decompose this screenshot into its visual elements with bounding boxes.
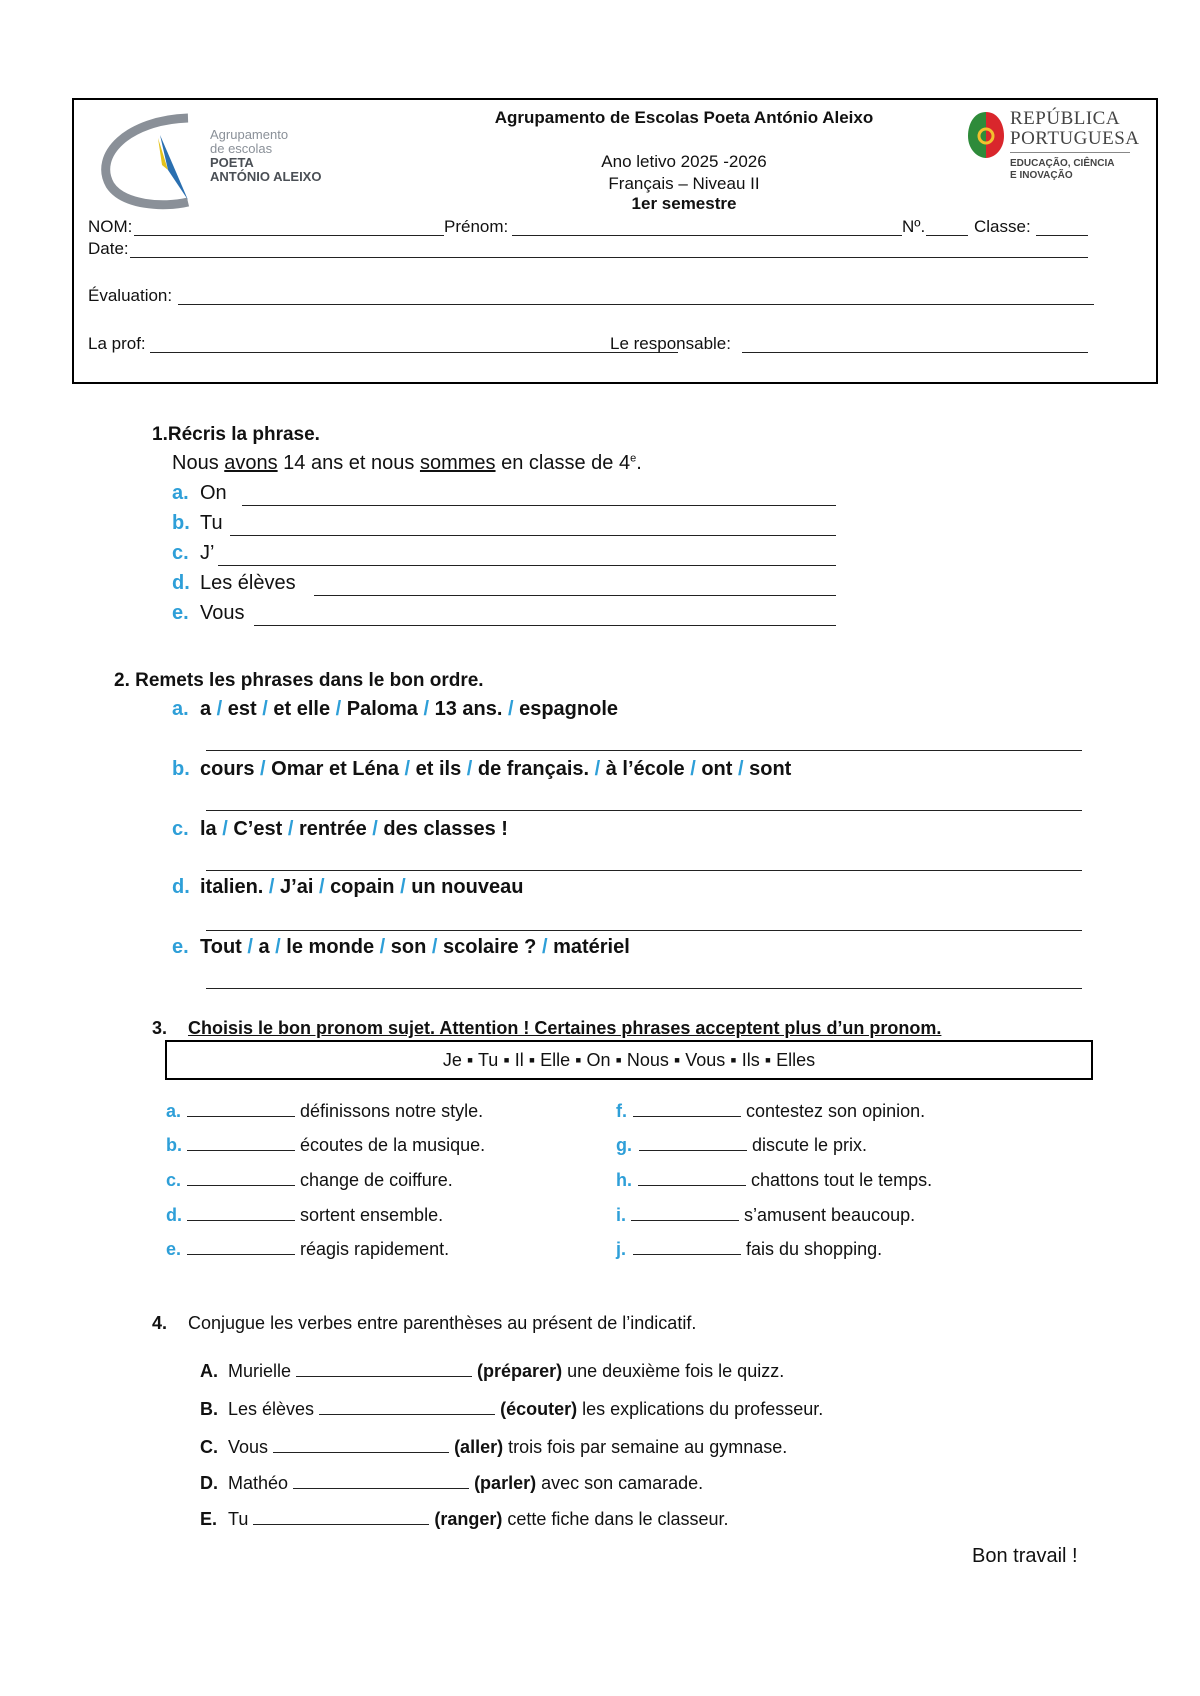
q3-item-text: écoutes de la musique.: [295, 1135, 486, 1155]
school-logo-swoosh-icon: [88, 110, 208, 210]
q2-word: cours: [200, 758, 255, 780]
q1-sentence-verb-sommes: sommes: [419, 452, 496, 474]
q2-word: est: [227, 698, 257, 720]
school-logo-line-2: de escolas: [210, 141, 273, 156]
q4-answer-blank[interactable]: [293, 1472, 469, 1489]
q2-item-letter: a.: [172, 698, 189, 720]
q4-subject: Murielle: [228, 1361, 297, 1381]
q3-item: [166, 1169, 453, 1191]
q1-item-letter: b.: [172, 512, 190, 534]
q3-item-letter: a.: [166, 1101, 182, 1121]
q2-word: rentrée: [298, 818, 367, 840]
q4-verb: (écouter): [500, 1399, 578, 1419]
q1-answer-line-e[interactable]: [254, 625, 836, 626]
q4-item-letter: A.: [200, 1361, 218, 1381]
header-box: [72, 98, 1158, 384]
q3-item-text: contestez son opinion.: [741, 1101, 926, 1121]
q2-separator: /: [417, 698, 435, 720]
q3-item-letter: b.: [166, 1135, 182, 1155]
q4-subject: Les élèves: [228, 1399, 320, 1419]
q1-item-e: [172, 602, 244, 625]
q2-title: 2. Remets les phrases dans le bon ordre.: [114, 670, 484, 691]
q2-word: J’ai: [280, 876, 314, 898]
q1-number: 1.: [152, 424, 168, 445]
q3-answer-blank[interactable]: [633, 1238, 741, 1255]
pronoun-box: Je ▪ Tu ▪ Il ▪ Elle ▪ On ▪ Nous ▪ Vous ▪ Ils ▪ Elles: [165, 1040, 1093, 1080]
q3-item-letter: j.: [616, 1239, 627, 1259]
q3-item-letter: e.: [166, 1239, 182, 1259]
q2-item-letter: d.: [172, 876, 190, 898]
q4-title: [152, 1313, 696, 1334]
prenom-field[interactable]: [512, 235, 902, 236]
q3-number: 3.: [152, 1018, 168, 1038]
q1-sentence-part: en classe de 4: [495, 452, 631, 474]
q1-item-d: [172, 572, 296, 595]
evaluation-field[interactable]: [178, 304, 1094, 305]
q4-subject: Vous: [228, 1437, 274, 1457]
q2-separator: /: [589, 758, 606, 780]
q1-sentence-superscript: e: [630, 452, 637, 465]
numero-label: Nº.: [902, 217, 926, 236]
q2-separator: /: [366, 818, 384, 840]
q3-item-letter: c.: [166, 1170, 182, 1190]
school-logo: [88, 110, 328, 210]
q3-item-text: définissons notre style.: [295, 1101, 484, 1121]
q4-verb: (aller): [454, 1437, 504, 1457]
q2-word: a: [200, 698, 212, 720]
q1-item-letter: c.: [172, 542, 189, 564]
q3-answer-blank[interactable]: [639, 1134, 747, 1151]
q3-item-letter: h.: [616, 1170, 632, 1190]
q2-separator: /: [502, 698, 520, 720]
q4-verb: (parler): [474, 1473, 537, 1493]
q2-separator: /: [398, 758, 416, 780]
q4-verb: (ranger): [434, 1509, 503, 1529]
q2-word: la: [200, 818, 217, 840]
q3-item: [616, 1134, 867, 1156]
gov-logo-line-1: REPÚBLICA: [1010, 108, 1121, 129]
q2-word: scolaire ?: [443, 936, 537, 958]
q3-title: [152, 1018, 941, 1039]
q2-answer-line-e[interactable]: [206, 988, 1082, 989]
q3-item-letter: d.: [166, 1205, 182, 1225]
q4-subject: Tu: [228, 1509, 254, 1529]
prof-signature-field[interactable]: [150, 352, 678, 353]
q3-answer-blank[interactable]: [187, 1204, 295, 1221]
q4-item-letter: B.: [200, 1399, 218, 1419]
q1-item-a: [172, 482, 227, 505]
q3-item-text: change de coiffure.: [295, 1170, 453, 1190]
q1-title-text: Récris la phrase.: [167, 424, 320, 445]
q2-separator: /: [254, 758, 272, 780]
q2-word: le monde: [286, 936, 375, 958]
prof-label: La prof:: [88, 334, 146, 353]
q3-answer-blank[interactable]: [187, 1100, 295, 1117]
q1-item-b: [172, 512, 223, 535]
q4-verb: (préparer): [477, 1361, 563, 1381]
q2-word: a: [258, 936, 270, 958]
q4-rest: cette fiche dans le classeur.: [502, 1509, 729, 1529]
q1-answer-line-c[interactable]: [218, 565, 836, 566]
q3-item-text: discute le prix.: [747, 1135, 868, 1155]
q4-item: [200, 1360, 784, 1382]
q2-word: à l’école: [605, 758, 685, 780]
q4-answer-blank[interactable]: [273, 1436, 449, 1453]
q2-word: italien.: [200, 876, 264, 898]
q2-word: C’est: [233, 818, 283, 840]
q2-word: Paloma: [346, 698, 418, 720]
q2-item-e: [172, 936, 630, 959]
q2-answer-line-a[interactable]: [206, 750, 1082, 751]
course-level: Français – Niveau II: [608, 174, 760, 193]
q2-separator: /: [263, 876, 281, 898]
q3-answer-blank[interactable]: [187, 1169, 295, 1186]
portugal-flag-icon: [968, 110, 1004, 160]
q3-answer-blank[interactable]: [631, 1204, 739, 1221]
q3-item-letter: f.: [616, 1101, 627, 1121]
q2-item-c: [172, 818, 508, 841]
q2-separator: /: [732, 758, 750, 780]
q1-item-text: Tu: [200, 512, 223, 534]
q3-item-text: réagis rapidement.: [295, 1239, 450, 1259]
q2-word: son: [390, 936, 427, 958]
q3-item-letter: g.: [616, 1135, 632, 1155]
q1-item-text: Vous: [200, 602, 245, 624]
responsable-signature-field[interactable]: [742, 352, 1088, 353]
q2-item-letter: b.: [172, 758, 190, 780]
q2-word: ont: [701, 758, 733, 780]
classe-label: Classe:: [974, 217, 1031, 236]
q4-title-text: Conjugue les verbes entre parenthèses au présent de l’indicatif.: [188, 1313, 697, 1333]
numero-field[interactable]: [926, 235, 968, 236]
nom-field[interactable]: [134, 235, 444, 236]
q2-word: 13 ans.: [434, 698, 503, 720]
classe-field[interactable]: [1036, 235, 1088, 236]
q2-item-letter: c.: [172, 818, 189, 840]
q2-answer-line-d[interactable]: [206, 930, 1082, 931]
q3-item: [616, 1169, 932, 1191]
school-logo-line-1: Agrupamento: [210, 127, 289, 142]
q3-item-text: sortent ensemble.: [295, 1205, 444, 1225]
q2-separator: /: [536, 936, 554, 958]
q3-item: [166, 1134, 485, 1156]
gov-logo-line-2: PORTUGUESA: [1010, 128, 1140, 149]
q2-separator: /: [330, 698, 347, 720]
q4-item: [200, 1398, 823, 1420]
q4-item-letter: E.: [200, 1509, 218, 1529]
q3-item-text: chattons tout le temps.: [746, 1170, 933, 1190]
q4-rest: une deuxième fois le quizz.: [562, 1361, 785, 1381]
q1-sentence-verb-avons: avons: [224, 452, 278, 474]
q4-rest: avec son camarade.: [536, 1473, 704, 1493]
q2-word: copain: [330, 876, 395, 898]
q1-item-letter: d.: [172, 572, 190, 594]
q3-answer-blank[interactable]: [187, 1238, 295, 1255]
q1-sentence-part: 14 ans et nous: [277, 452, 420, 474]
q2-separator: /: [241, 936, 259, 958]
q2-word: des classes !: [383, 818, 508, 840]
q3-answer-blank[interactable]: [633, 1100, 741, 1117]
q2-answer-line-b[interactable]: [206, 810, 1082, 811]
q4-rest: trois fois par semaine au gymnase.: [503, 1437, 788, 1457]
q4-rest: les explications du professeur.: [577, 1399, 824, 1419]
q3-item: [166, 1204, 443, 1226]
q2-word: et ils: [415, 758, 462, 780]
q2-word: un nouveau: [411, 876, 524, 898]
q2-word: matériel: [553, 936, 630, 958]
nom-label: NOM:: [88, 217, 133, 236]
q4-number: 4.: [152, 1313, 168, 1333]
q1-item-letter: a.: [172, 482, 189, 504]
q2-item-a: [172, 698, 618, 721]
school-logo-line-3: POETA: [210, 155, 254, 170]
gov-logo-line-3: EDUCAÇÃO, CIÊNCIA: [1010, 158, 1115, 169]
q1-sentence-part: .: [636, 452, 642, 474]
q4-item: [200, 1508, 729, 1530]
q3-item: [616, 1204, 915, 1226]
q2-answer-line-c[interactable]: [206, 870, 1082, 871]
q2-item-letter: e.: [172, 936, 189, 958]
q1-answer-line-d[interactable]: [314, 595, 836, 596]
q1-item-letter: e.: [172, 602, 189, 624]
q3-item: [616, 1238, 882, 1260]
prenom-label: Prénom:: [444, 217, 509, 236]
government-logo: [968, 106, 1148, 186]
q2-separator: /: [426, 936, 443, 958]
q3-answer-blank[interactable]: [638, 1169, 746, 1186]
semester: 1er semestre: [631, 194, 737, 213]
q2-separator: /: [256, 698, 274, 720]
q1-item-text: On: [200, 482, 227, 504]
q2-item-d: [172, 876, 523, 899]
q2-item-b: [172, 758, 791, 781]
q3-item: [616, 1100, 925, 1122]
q1-item-text: J’: [200, 542, 215, 564]
q1-item-c: [172, 542, 214, 565]
q2-word: et elle: [273, 698, 331, 720]
q2-separator: /: [374, 936, 391, 958]
q2-separator: /: [282, 818, 299, 840]
q2-separator: /: [269, 936, 287, 958]
q4-item-letter: D.: [200, 1473, 218, 1493]
q2-word: sont: [749, 758, 792, 780]
q2-separator: /: [461, 758, 478, 780]
q1-sentence: [172, 452, 642, 475]
date-label: Date:: [88, 239, 129, 258]
q2-word: Omar et Léna: [271, 758, 399, 780]
q4-item-letter: C.: [200, 1437, 218, 1457]
q2-word: Tout: [200, 936, 242, 958]
q1-answer-line-b[interactable]: [230, 535, 836, 536]
q2-separator: /: [216, 818, 234, 840]
q2-word: de français.: [477, 758, 590, 780]
q1-item-text: Les élèves: [200, 572, 296, 594]
q3-item-text: fais du shopping.: [741, 1239, 883, 1259]
school-year: Ano letivo 2025 -2026: [601, 152, 767, 171]
school-logo-line-4: ANTÓNIO ALEIXO: [210, 169, 322, 184]
q3-item-letter: i.: [616, 1205, 627, 1225]
q2-separator: /: [313, 876, 331, 898]
q1-title: [152, 424, 320, 446]
q4-item: [200, 1436, 787, 1458]
q4-answer-blank[interactable]: [319, 1398, 495, 1415]
q3-item: [166, 1100, 483, 1122]
q1-answer-line-a[interactable]: [242, 505, 836, 506]
closing-text: Bon travail !: [972, 1545, 1078, 1567]
q4-answer-blank[interactable]: [296, 1360, 472, 1377]
q3-item-text: s’amusent beaucoup.: [739, 1205, 916, 1225]
q4-answer-blank[interactable]: [253, 1508, 429, 1525]
gov-logo-line-4: E INOVAÇÃO: [1010, 170, 1073, 181]
q2-word: espagnole: [519, 698, 618, 720]
responsable-label: Le responsable:: [610, 334, 731, 353]
school-name: Agrupamento de Escolas Poeta António Aleixo: [494, 108, 874, 127]
date-field[interactable]: [130, 257, 1088, 258]
q3-title-text: Choisis le bon pronom sujet. Attention ! Certaines phrases acceptent plus d’un pronom.: [188, 1018, 942, 1038]
q4-subject: Mathéo: [228, 1473, 294, 1493]
q3-answer-blank[interactable]: [187, 1134, 295, 1151]
q1-sentence-part: Nous: [172, 452, 225, 474]
q3-item: [166, 1238, 449, 1260]
q4-item: [200, 1472, 703, 1494]
q2-separator: /: [684, 758, 702, 780]
q2-separator: /: [394, 876, 412, 898]
q2-separator: /: [211, 698, 228, 720]
evaluation-label: Évaluation:: [88, 286, 173, 305]
